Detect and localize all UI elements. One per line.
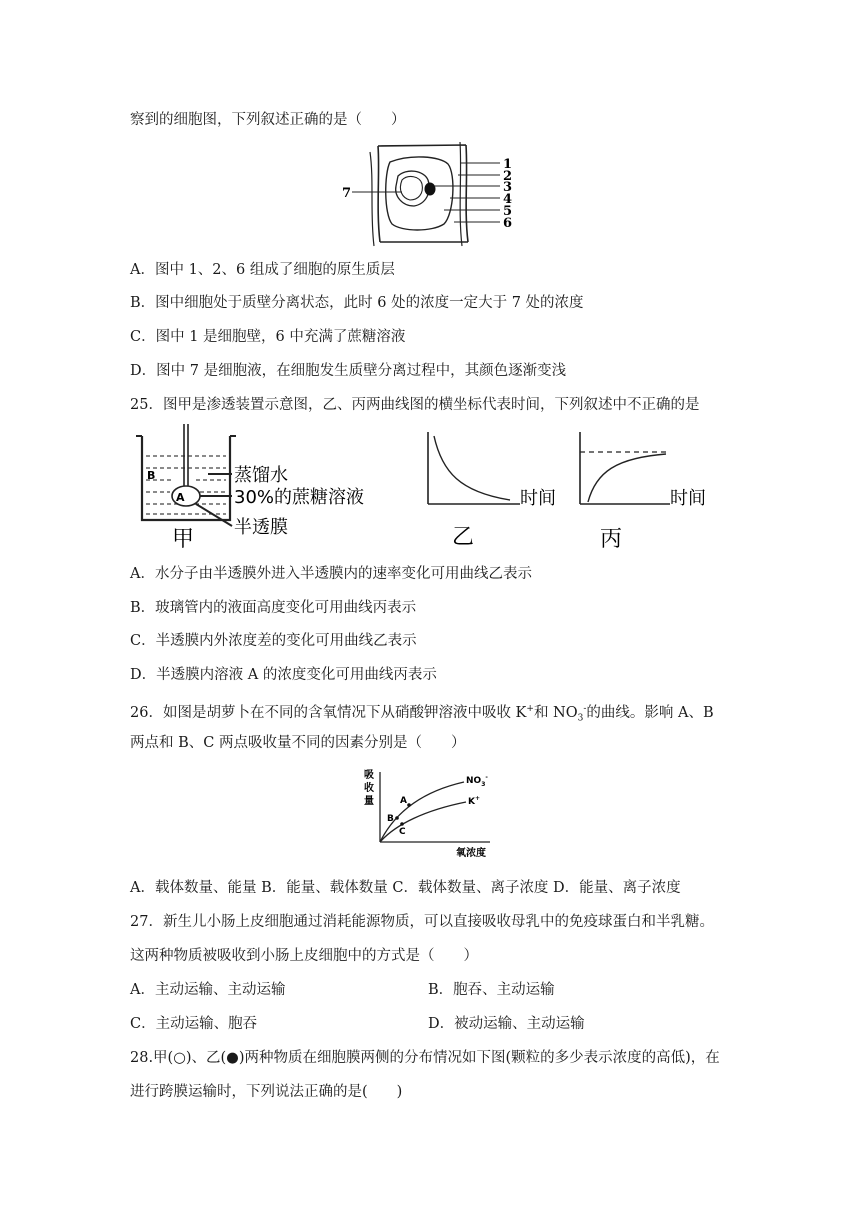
point-b [395,816,399,820]
series-no3-label: $NO_3^-$ [466,774,488,788]
q26-stem-line2: 两点和 B、C 两点吸收量不同的因素分别是（ ） [130,735,466,751]
point-a-label: A [400,796,407,806]
xlabel: 氧浓度 [456,848,486,859]
point-c-label: C [399,827,406,837]
q27-stem-line1: 27．新生儿小肠上皮细胞通过消耗能源物质，可以直接吸收母乳中的免疫球蛋白和半乳糖。 [130,914,714,930]
point-c [400,822,404,826]
membrane-label: 半透膜 [234,517,288,538]
point-b-label: B [387,814,394,824]
q27-option-b[interactable]: B．胞吞、主动运输 [428,982,555,998]
q27-option-d[interactable]: D．被动运输、主动运输 [428,1016,585,1032]
bing-xlabel: 时间 [670,488,706,509]
sucrose-label: 30%的蔗糖溶液 [234,487,365,508]
q28-stem-line2: 进行跨膜运输时，下列说法正确的是( ) [130,1084,403,1100]
q25-option-d[interactable]: D．半透膜内溶液 A 的浓度变化可用曲线丙表示 [130,667,437,683]
label-a: A [176,491,185,504]
q27-stem-line2: 这两种物质被吸收到小肠上皮细胞中的方式是（ ） [130,948,478,964]
q26-options[interactable]: A．载体数量、能量 B．能量、载体数量 C．载体数量、离子浓度 D．能量、离子浓度 [130,880,681,896]
point-a [407,803,411,807]
ylabel-1: 吸 [364,770,374,781]
q24-option-d[interactable]: D．图中 7 是细胞液，在细胞发生质壁分离过程中，其颜色逐渐变浅 [130,363,567,379]
q24-option-b[interactable]: B．图中细胞处于质壁分离状态，此时 6 处的浓度一定大于 7 处的浓度 [130,295,584,311]
label-5: 5 [503,204,513,219]
q25-option-a[interactable]: A．水分子由半透膜外进入半透膜内的速率变化可用曲线乙表示 [130,566,532,582]
q24-option-c[interactable]: C．图中 1 是细胞壁，6 中充满了蔗糖溶液 [130,329,406,345]
label-2: 2 [503,169,513,184]
label-b: B [147,469,156,482]
caption-yi: 乙 [452,525,475,550]
q24-stem: 察到的细胞图，下列叙述正确的是（ ） [130,112,406,128]
label-1: 1 [503,157,513,172]
ylabel-3: 量 [364,796,374,807]
q27-option-c[interactable]: C．主动运输、胞吞 [130,1016,258,1032]
yi-xlabel: 时间 [520,488,556,509]
label-3: 3 [503,180,513,195]
caption-jia: 甲 [172,527,195,552]
q26-chart [360,768,500,862]
series-k-label: K+ [468,795,481,807]
q25-figure [130,422,730,554]
label-4: 4 [503,192,513,207]
water-label: 蒸馏水 [234,465,288,486]
q26-stem-line1: 26．如图是胡萝卜在不同的含氧情况下从硝酸钾溶液中吸收 K+和 $NO_3^-$的曲线。影响 A、B [130,704,714,724]
q25-option-b[interactable]: B．玻璃管内的液面高度变化可用曲线丙表示 [130,600,417,616]
caption-bing: 丙 [600,527,623,552]
label-7: 7 [342,186,352,201]
q28-stem-line1: 28.甲(○)、乙(●)两种物质在细胞膜两侧的分布情况如下图(颗粒的多少表示浓度的高低)，在 [130,1050,720,1066]
curve-no3 [380,782,464,842]
q24-option-a[interactable]: A．图中 1、2、6 组成了细胞的原生质层 [130,262,395,278]
label-6: 6 [503,216,513,231]
q24-cell-figure [340,140,520,248]
q25-stem: 25．图甲是渗透装置示意图，乙、丙两曲线图的横坐标代表时间，下列叙述中不正确的是 [130,397,700,413]
ylabel-2: 收 [364,783,374,794]
q25-option-c[interactable]: C．半透膜内外浓度差的变化可用曲线乙表示 [130,633,417,649]
q27-option-a[interactable]: A．主动运输、主动运输 [130,982,286,998]
